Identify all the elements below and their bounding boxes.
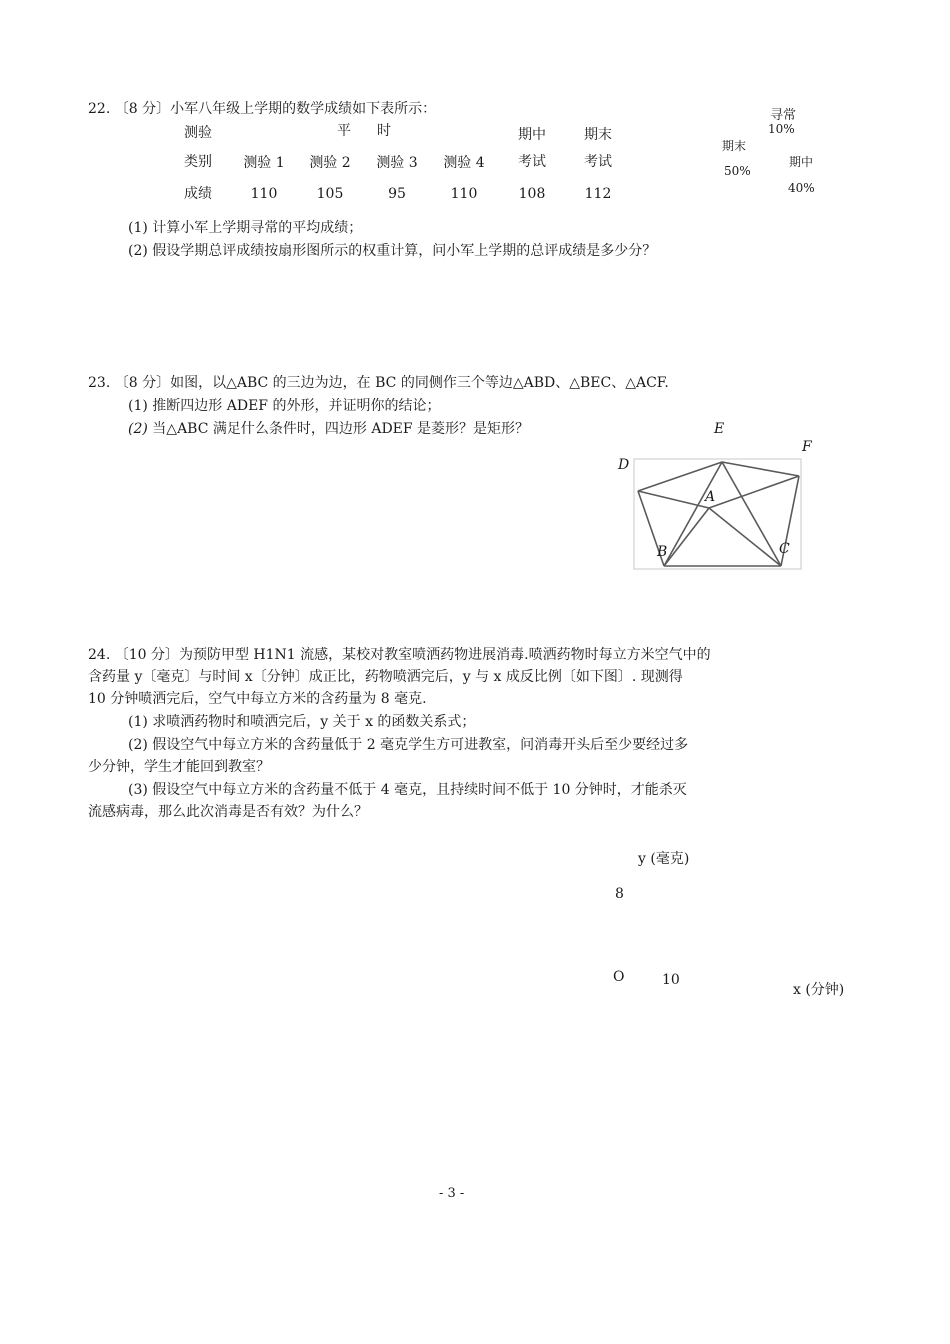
table-test-2: 测验 2: [309, 155, 351, 171]
pie-final-pct: 50%: [724, 164, 751, 178]
table-midterm-bottom: 考试: [518, 154, 546, 170]
graph-x-value: 10: [662, 972, 680, 988]
segment-DA: [638, 491, 709, 508]
q23-sub2: [128, 419, 529, 439]
vertex-label-D: D: [618, 457, 630, 473]
vertex-label-B: B: [657, 544, 668, 560]
figure-top-edges: [638, 462, 799, 491]
q22-header: 22. 〔8 分〕小军八年级上学期的数学成绩如下表所示：: [88, 101, 437, 117]
q22-sub1: (1) 计算小军上学期寻常的平均成绩；: [128, 220, 363, 236]
pie-midterm-pct: 40%: [788, 181, 815, 195]
graph-y-value: 8: [615, 886, 624, 902]
graph-origin-label: O: [613, 969, 625, 985]
table-final-bottom: 考试: [584, 154, 612, 170]
pie-regular-pct: 10%: [768, 122, 795, 136]
table-score: 105: [316, 186, 344, 202]
q24-line3: 10 分钟喷洒完后，空气中每立方米的含药量为 8 毫克.: [88, 691, 427, 707]
graph-x-axis-label: x (分钟): [793, 982, 845, 998]
table-score: 110: [250, 186, 278, 202]
table-row1-label: 测验: [184, 125, 212, 141]
q24-sub3-b: 流感病毒，那么此次消毒是否有效？为什么？: [88, 804, 368, 820]
table-test-3: 测验 3: [376, 155, 418, 171]
vertex-label-C: C: [779, 541, 790, 557]
vertex-label-E: E: [714, 421, 725, 437]
table-final-top: 期末: [584, 127, 612, 143]
page-number: - 3 -: [439, 1186, 465, 1201]
segment-EB: [664, 462, 722, 566]
table-test-1: 测验 1: [243, 155, 285, 171]
vertex-label-F: F: [802, 439, 812, 455]
graph-y-axis-label: y (毫克): [638, 851, 690, 867]
table-ping: 平: [337, 123, 351, 139]
pie-regular-label: 寻常: [770, 108, 797, 123]
segment-EC: [722, 462, 781, 566]
q24-sub3-a: (3) 假设空气中每立方米的含药量不低于 4 毫克，且持续时间不低于 10 分钟时，才能杀灭: [128, 782, 687, 798]
vertex-label-A: A: [705, 489, 716, 505]
table-score: 112: [584, 186, 612, 202]
table-shi: 时: [377, 123, 391, 139]
segment-AF: [709, 476, 799, 508]
pie-midterm-label: 期中: [789, 155, 814, 169]
table-score: 95: [388, 186, 406, 202]
table-midterm-top: 期中: [518, 127, 546, 143]
segment-AC: [709, 508, 781, 566]
table-row3-label: 成绩: [184, 186, 212, 202]
q23-sub2-number: (2): [128, 421, 148, 437]
q23-sub1: (1) 推断四边形 ADEF 的外形，并证明你的结论；: [128, 398, 441, 414]
q23-sub2-text: 当△ABC 满足什么条件时，四边形 ADEF 是菱形？是矩形？: [152, 421, 530, 437]
table-row2-label: 类别: [184, 154, 212, 170]
q24-sub2-b: 少分钟，学生才能回到教室？: [88, 759, 270, 775]
table-score: 110: [450, 186, 478, 202]
table-score: 108: [518, 186, 546, 202]
q24-line1: 24. 〔10 分〕为预防甲型 H1N1 流感，某校对教室喷洒药物进展消毒.喷洒药物时每立方米空气中的: [88, 647, 711, 663]
q24-line2: 含药量 y〔毫克〕与时间 x〔分钟〕成正比，药物喷洒完后，y 与 x 成反比例〔如下图〕. 现测得: [88, 669, 683, 685]
table-test-4: 测验 4: [443, 155, 485, 171]
q24-sub1: (1) 求喷洒药物时和喷洒完后，y 关于 x 的函数关系式；: [128, 714, 476, 730]
q23-header: 23. 〔8 分〕如图，以△ABC 的三边为边，在 BC 的同侧作三个等边△ABD、△BEC、△ACF.: [88, 375, 669, 391]
q24-sub2-a: (2) 假设空气中每立方米的含药量低于 2 毫克学生方可进教室，问消毒开头后至少要经过多: [128, 737, 689, 753]
segment-AB: [664, 508, 709, 566]
q22-sub2: (2) 假设学期总评成绩按扇形图所示的权重计算，问小军上学期的总评成绩是多少分？: [128, 243, 657, 259]
pie-final-label: 期末: [722, 139, 747, 153]
